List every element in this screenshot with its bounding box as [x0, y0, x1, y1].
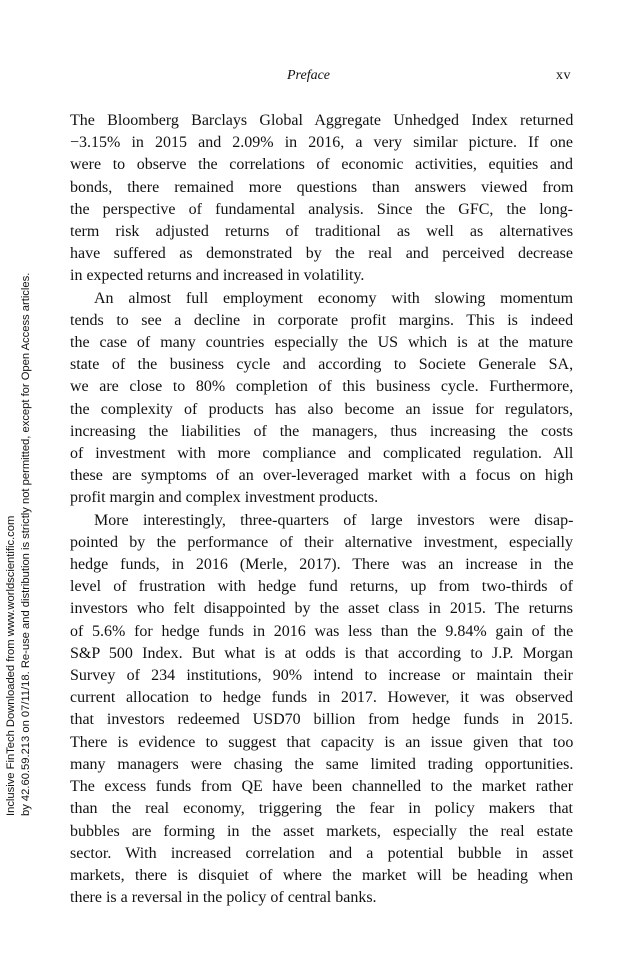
text-line: S&P 500 Index. But what is at odds is that according to J.P. Morgan — [70, 644, 573, 662]
text-line: The Bloomberg Barclays Global Aggregate Unhedged Index returned — [70, 112, 574, 129]
text-line: bonds, there remained more questions than answers viewed from — [70, 178, 574, 196]
paragraph-1 — [70, 110, 573, 288]
text-line: than the real economy, triggering the fear in policy makers that — [70, 800, 573, 818]
text-line: increasing the liabilities of the managers, thus increasing the costs — [70, 422, 573, 440]
text-line: state of the business cycle and according to Societe Generale SA, — [70, 356, 574, 374]
text-line: that investors redeemed USD70 billion from hedge funds in 2015. — [70, 711, 574, 729]
text-line: have suffered as demonstrated by the real and perceived decrease — [70, 245, 573, 263]
text-line: hedge funds, in 2016 (Merle, 2017). There was an increase in the — [70, 556, 574, 574]
text-line: many managers were chasing the same limited trading opportunities. — [70, 755, 574, 773]
text-line: these are symptoms of an over-leveraged market with a focus on high — [70, 467, 574, 485]
text-line: The excess funds from QE have been channelled to the market rather — [70, 778, 574, 796]
text-line: An almost full employment economy with slowing momentum — [94, 289, 574, 307]
download-notice-text — [4, 176, 34, 816]
text-line: There is evidence to suggest that capacity is an issue given that too — [70, 733, 574, 751]
text-line: Survey of 234 institutions, 90% intend to increase or maintain their — [70, 667, 573, 685]
text-line: investors who felt disappointed by the asset class in 2015. The returns — [70, 600, 573, 618]
text-line: there is a reversal in the policy of central banks. — [70, 889, 377, 907]
paragraph-3 — [70, 510, 573, 910]
text-line: we are close to 80% completion of this business cycle. Furthermore, — [70, 378, 574, 396]
text-line: sector. With increased correlation and a potential bubble in asset — [70, 844, 574, 862]
text-line: tends to see a decline in corporate profit margins. This is indeed — [70, 311, 574, 329]
paragraph-2 — [70, 288, 573, 510]
running-title: Preface — [287, 68, 331, 83]
text-line: were to observe the correlations of economic activities, equities and — [70, 156, 573, 174]
running-head — [0, 68, 638, 88]
text-line: the perspective of fundamental analysis. Since the GFC, the long- — [70, 200, 573, 218]
page-number: xv — [556, 68, 571, 83]
text-line: bubbles are forming in the asset markets, especially the real estate — [70, 822, 573, 840]
download-notice-line-2: by 42.60.59.213 on 07/11/18. Re-use and distribution is strictly not permitted, except for Open Access articles. — [20, 272, 32, 816]
text-line: −3.15% in 2015 and 2.09% in 2016, a very similar picture. If one — [70, 134, 573, 152]
text-line: level of frustration with hedge fund returns, up from two-thirds of — [70, 578, 573, 596]
download-notice-line-1: Inclusive FinTech Downloaded from www.worldscientific.com — [5, 515, 17, 816]
text-line: pointed by the performance of their alternative investment, especially — [70, 533, 573, 551]
text-line: the complexity of products has also become an issue for regulators, — [70, 400, 573, 418]
text-line: of 5.6% for hedge funds in 2016 was less than the 9.84% gain of the — [70, 622, 574, 640]
body-text — [70, 110, 573, 909]
text-line: of investment with more compliance and complicated regulation. All — [70, 445, 574, 463]
text-line: the case of many countries especially the US which is at the mature — [70, 334, 573, 352]
text-line: More interestingly, three-quarters of large investors were disap- — [94, 511, 574, 529]
text-line: profit margin and complex investment products. — [70, 489, 379, 507]
text-line: current allocation to hedge funds in 2017. However, it was observed — [70, 689, 573, 707]
text-line: term risk adjusted returns of traditional as well as alternatives — [70, 223, 574, 241]
text-line: in expected returns and increased in volatility. — [70, 267, 365, 285]
text-line: markets, there is disquiet of where the market will be heading when — [70, 866, 573, 884]
